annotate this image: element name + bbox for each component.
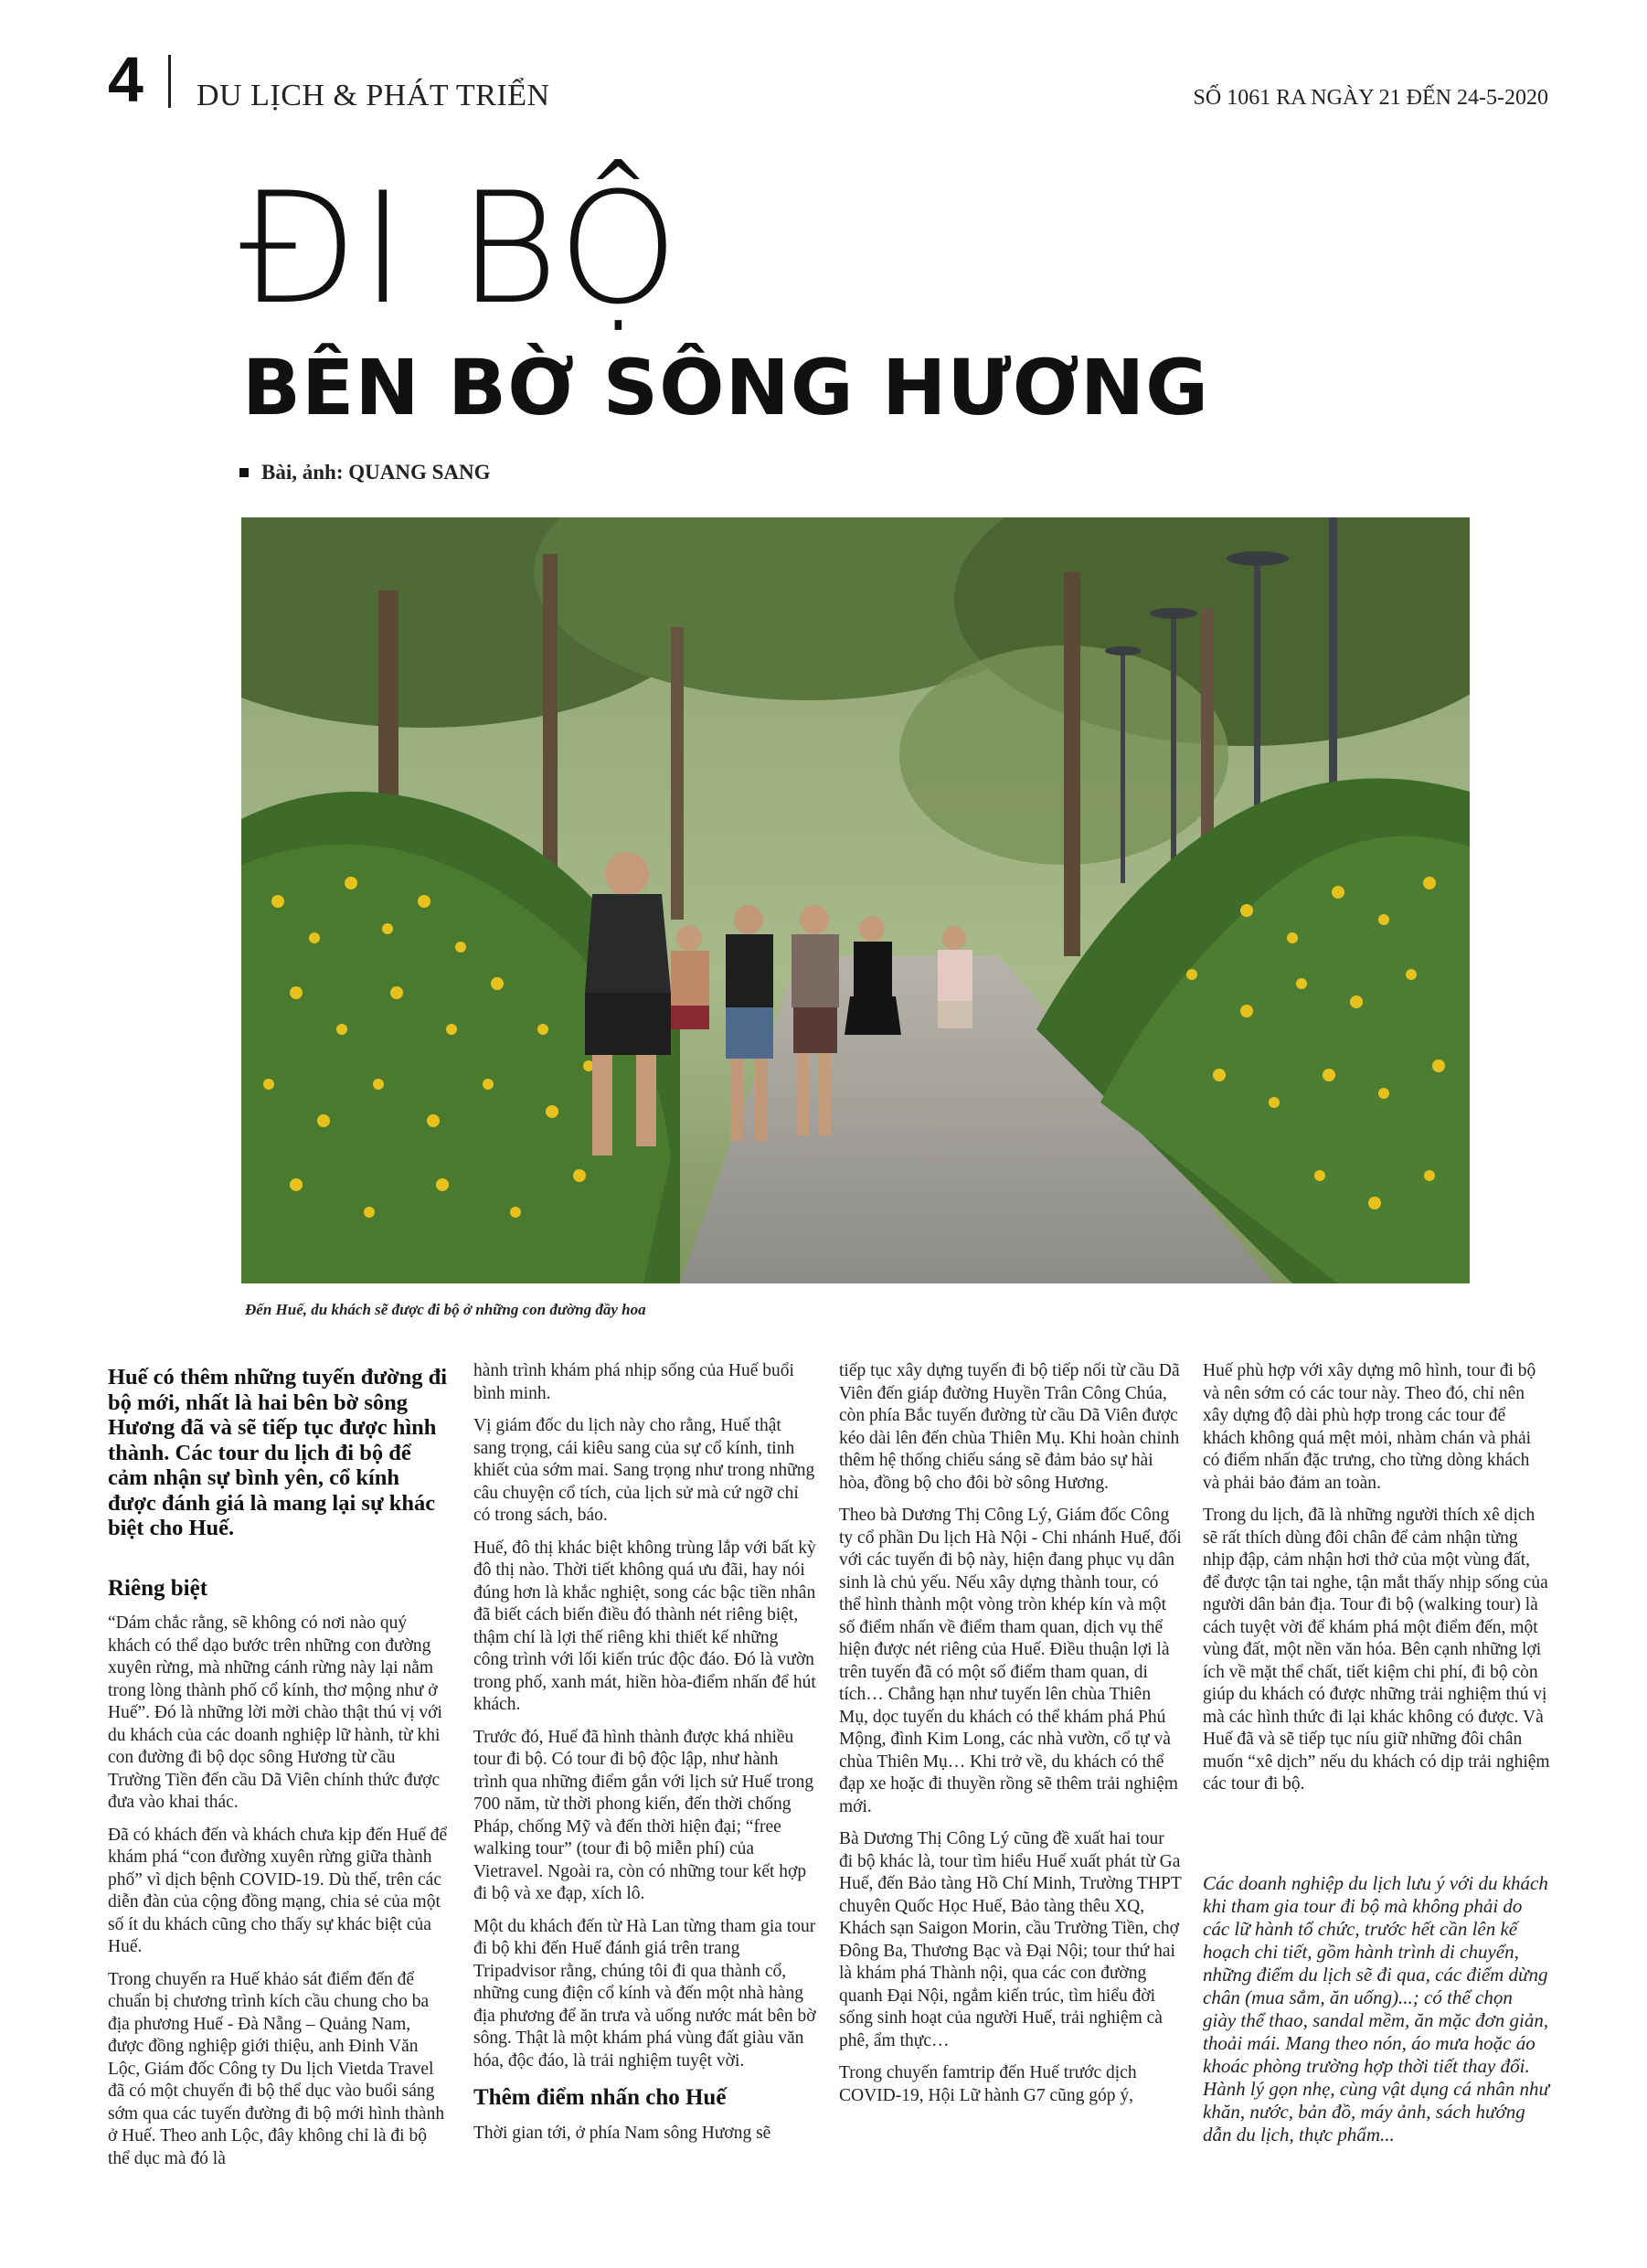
photo-caption: Đến Huế, du khách sẽ được đi bộ ở những con đường đầy hoa <box>245 1301 646 1318</box>
paragraph: Một du khách đến từ Hà Lan từng tham gia tour đi bộ khi đến Huế đánh giá trên trang Tripadvisor rằng, chúng tôi đi qua thành cổ, những cung điện cổ kính và đến một nhà hàng địa phương để ăn trưa và uống nước mát bên bờ sông. Thật là một khám phá vùng đất giàu văn hóa, độc đáo, là trải nghiệm tuyệt vời. <box>473 1916 816 2071</box>
paragraph: “Dám chắc rằng, sẽ không có nơi nào quý khách có thể dạo bước trên những con đường xuyên rừng, mà những cánh rừng này lại nằm trong lòng thành phố cổ kính, thơ mộng như ở Huế”. Đó là những lời mời chào thật thú vị với du khách của các doanh nghiệp lữ hành, từ khi con đường đi bộ dọc sông Hương từ cầu Trường Tiền đến cầu Dã Viên chính thức được đưa vào khai thác. <box>108 1613 442 1812</box>
paragraph: Trong chuyến ra Huế khảo sát điểm đến để chuẩn bị chương trình kích cầu chung cho ba địa phương Huế - Đà Nẵng – Quảng Nam, được đồng nghiệp giới thiệu, anh Đinh Văn Lộc, Giám đốc Công ty Du lịch Vietda Travel đã có một chuyến đi bộ thể dục vào buổi sáng sớm qua các tuyến đường đi bộ mới hình thành ở Huế. Theo anh Lộc, đây không chỉ là đi bộ thể dục mà đó là <box>108 1969 445 2168</box>
paragraph: Trước đó, Huế đã hình thành được khá nhiều tour đi bộ. Có tour đi bộ độc lập, như hành trình qua những điểm gắn với lịch sử Huế trong 700 năm, từ thời phong kiến, đến thời chống Pháp, chống Mỹ và đến thời hiện đại; “free walking tour” (tour đi bộ miễn phí) của Vietravel. Ngoài ra, còn có những tour kết hợp đi bộ và xe đạp, xích lô. <box>473 1727 814 1903</box>
paragraph: Trong du lịch, đã là những người thích xê dịch sẽ rất thích dùng đôi chân để cảm nhận từng nhịp đập, cảm nhận hơi thở của một vùng đất, để được tận tai nghe, tận mắt thấy nhịp sống của người dân bản địa. Tour đi bộ (walking tour) là cách tuyệt vời để khám phá một điểm đến, một vùng đất, một nền văn hóa. Bên cạnh những lợi ích về mặt thể chất, tiết kiệm chi phí, đi bộ còn giúp du khách có được những trải nghiệm thú vị mà các hình thức đi lại khác không có được. Và Huế đã và sẽ tiếp tục níu giữ những đôi chân muốn “xê dịch” nếu du khách có dịp trải nghiệm các tour đi bộ. <box>1203 1506 1550 1794</box>
header-divider <box>168 55 171 108</box>
text-column-2 <box>473 1360 816 2155</box>
paragraph: Trong chuyến famtrip đến Huế trước dịch COVID-19, Hội Lữ hành G7 cũng góp ý, <box>839 2063 1137 2105</box>
byline <box>239 461 490 484</box>
byline-text: Bài, ảnh: QUANG SANG <box>261 461 491 484</box>
paragraph: hành trình khám phá nhịp sống của Huế buổi bình minh. <box>473 1361 794 1403</box>
issue-info: SỐ 1061 RA NGÀY 21 ĐẾN 24-5-2020 <box>1193 86 1548 110</box>
subheading-diem-nhan: Thêm điểm nhấn cho Huế <box>473 2085 727 2110</box>
walkway-scene-illustration <box>241 517 1470 1283</box>
page-number: 4 <box>108 44 143 115</box>
paragraph: Đã có khách đến và khách chưa kịp đến Huế để khám phá “con đường xuyên rừng giữa thành phố” vì dịch bệnh COVID-19. Dù thế, trên các diễn đàn của cộng đồng mạng, chia sẻ của một số ít du khách cũng cho thấy sự khác biệt của Huế. <box>108 1825 448 1956</box>
paragraph: Bà Dương Thị Công Lý cũng đề xuất hai tour đi bộ khác là, tour tìm hiểu Huế xuất phát từ Ga Huế, đến Bảo tàng Hồ Chí Minh, Trường THPT chuyên Quốc Học Huế, Bảo tàng thêu XQ, Khách sạn Saigon Morin, cầu Trường Tiền, chợ Đông Ba, Thương Bạc và Đại Nội; tour thứ hai là khám phá Thành nội, qua các con đường quanh Đại Nội, ngắm kiến trúc, tìm hiểu đời sống sinh hoạt của người Huế, trải nghiệm cà phê, ẩm thực… <box>839 1829 1182 2050</box>
lead-paragraph: Huế có thêm những tuyến đường đi bộ mới, nhất là hai bên bờ sông Hương đã và sẽ tiếp tục được hình thành. Các tour du lịch đi bộ để cảm nhận sự bình yên, cổ kính được đánh giá là mang lại sự khác biệt cho Huế. <box>108 1365 448 1540</box>
headline-line-1: ĐI BỘ <box>239 159 681 338</box>
paragraph: Huế phù hợp với xây dựng mô hình, tour đi bộ và nên sớm có các tour này. Theo đó, chỉ nên xây dựng độ dài phù hợp trong các tour để khách không quá mệt mỏi, nhàm chán và phải có điểm nhấn đặc trưng, cho từng dòng khách và phải bảo đảm an toàn. <box>1203 1361 1536 1493</box>
main-photo <box>241 517 1470 1283</box>
paragraph: Huế, đô thị khác biệt không trùng lắp với bất kỳ đô thị nào. Thời tiết không quá ưu đãi, hay nói đúng hơn là khắc nghiệt, song các bậc tiền nhân đã biết cách biến điều đó thành nét riêng biệt, thậm chí là lợi thế riêng khi thiết kế những công trình với lối kiến trúc độc đáo. Đó là vườn trong phố, xanh mát, hiền hòa-điểm nhấn để hút khách. <box>473 1538 816 1714</box>
paragraph: Theo bà Dương Thị Công Lý, Giám đốc Công ty cổ phần Du lịch Hà Nội - Chi nhánh Huế, đối với các tuyến đi bộ này, hiện đang phục vụ dân sinh là chủ yếu. Nếu xây dựng thành tour, có thể hình thành một vòng tròn khép kín và một số điểm nhấn về điểm tham quan, dịch vụ thể hiện được nét riêng của Huế. Điều thuận lợi là trên tuyến đã có một số điểm tham quan, di tích… Chẳng hạn như tuyến lên chùa Thiên Mụ, dọc tuyến du khách có thể khám phá Phú Mộng, đình Kim Long, các nhà vườn, cổ tự và chùa Thiên Mụ… Khi trở về, du khách có thể đạp xe hoặc đi thuyền rồng sẽ thêm trải nghiệm mới. <box>839 1506 1182 1816</box>
headline-line-2: BÊN BỜ SÔNG HƯƠNG <box>242 343 1210 432</box>
paragraph: tiếp tục xây dựng tuyến đi bộ tiếp nối từ cầu Dã Viên đến giáp đường Huyền Trân Công Chúa, còn phía Bắc tuyến đường từ cầu Dã Viên được kéo dài lên đến chùa Thiên Mụ. Khi hoàn chỉnh thêm hệ thống chiếu sáng sẽ đảm bảo sự hài hòa, đồng bộ cho đôi bờ sông Hương. <box>839 1361 1180 1493</box>
text-column-3 <box>839 1360 1182 2117</box>
paragraph: Thời gian tới, ở phía Nam sông Hương sẽ <box>473 2123 771 2143</box>
section-title: DU LỊCH & PHÁT TRIỂN <box>197 79 550 112</box>
paragraph: Vị giám đốc du lịch này cho rằng, Huế thật sang trọng, cái kiêu sang của sự cổ kính, tinh khiết của sớm mai. Sang trọng như trong những câu chuyện cổ tích, của lịch sử mà cứ ngỡ chỉ có trong sách, báo. <box>473 1416 815 1525</box>
tips-note: Các doanh nghiệp du lịch lưu ý với du khách khi tham gia tour đi bộ mà không phải do các lữ hành tổ chức, trước hết cần lên kế hoạch chi tiết, gồm hành trình di chuyển, những điểm du lịch sẽ đi qua, các điểm dừng chân (mua sắm, ăn uống)...; có thể chọn giày thể thao, sandal mềm, ăn mặc đơn giản, thoải mái. Mang theo nón, áo mưa hoặc áo khoác phòng trường hợp thời tiết thay đổi. Hành lý gọn nhẹ, cùng vật dụng cá nhân như khăn, nước, bản đồ, máy ảnh, sách hướng dẫn du lịch, thực phẩm... <box>1203 1872 1549 2146</box>
bullet-square-icon <box>239 468 249 477</box>
subheading-rieng-biet: Riêng biệt <box>108 1575 208 1601</box>
text-column-1 <box>108 1365 451 2180</box>
text-column-4 <box>1203 1360 1550 1806</box>
